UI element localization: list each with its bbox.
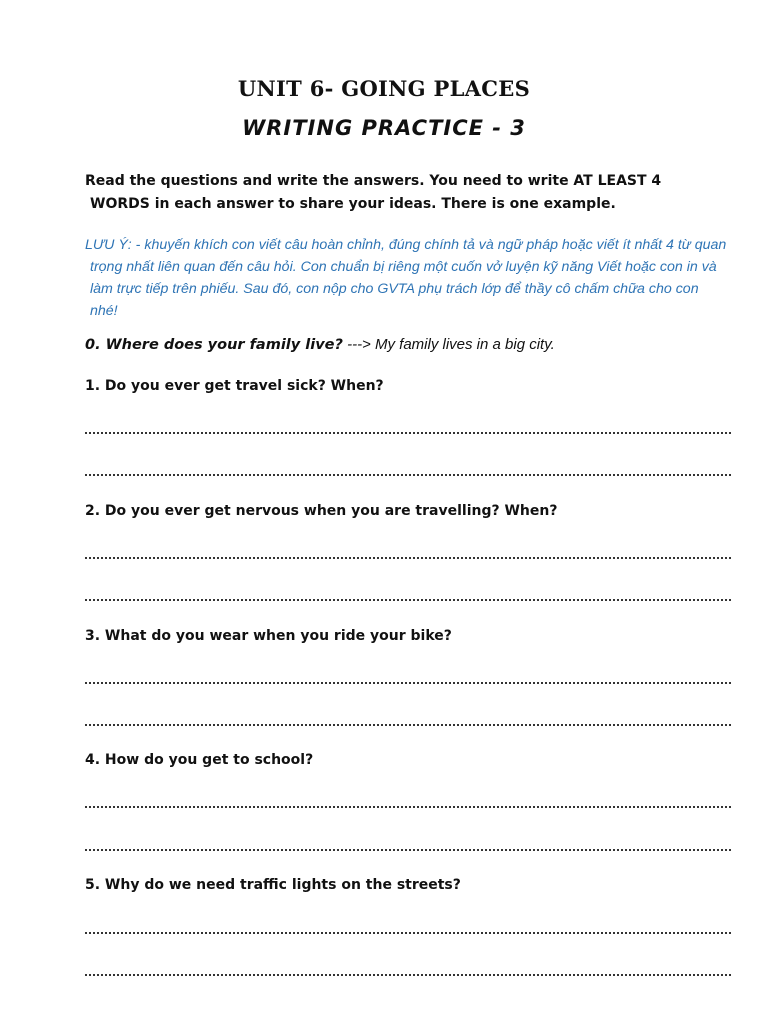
answer-line-3b[interactable] — [85, 722, 731, 726]
page-title: UNIT 6- GOING PLACES — [237, 76, 531, 101]
question-3: 3. What do you wear when you ride your bike? — [85, 628, 452, 644]
instructions-line-2: WORDS in each answer to share your ideas. There is one example. — [90, 196, 616, 212]
example-answer: ---> My family lives in a big city. — [342, 336, 555, 353]
answer-line-1a[interactable] — [85, 430, 731, 434]
answer-line-2b[interactable] — [85, 597, 731, 601]
question-4: 4. How do you get to school? — [85, 752, 314, 768]
answer-line-4a[interactable] — [85, 804, 731, 808]
question-1: 1. Do you ever get travel sick? When? — [85, 378, 384, 394]
teacher-note — [85, 234, 740, 322]
answer-line-5b[interactable] — [85, 972, 731, 976]
answer-line-3a[interactable] — [85, 680, 731, 684]
note-line-3: làm trực tiếp trên phiếu. Sau đó, con nộp cho GVTA phụ trách lớp để thầy cô chấm chữa cho con — [90, 281, 699, 297]
page-subtitle: WRITING PRACTICE - 3 — [242, 116, 526, 140]
example-item — [85, 336, 555, 353]
note-line-1: LƯU Ý: - khuyến khích con viết câu hoàn chỉnh, đúng chính tả và ngữ pháp hoặc viết ít nhất 4 từ quan — [85, 237, 727, 253]
question-2: 2. Do you ever get nervous when you are travelling? When? — [85, 503, 558, 519]
note-line-4: nhé! — [90, 303, 118, 319]
question-5: 5. Why do we need traffic lights on the streets? — [85, 877, 461, 893]
instructions-line-1: Read the questions and write the answers. You need to write AT LEAST 4 — [85, 173, 662, 189]
answer-line-2a[interactable] — [85, 555, 731, 559]
answer-line-4b[interactable] — [85, 847, 731, 851]
instructions — [85, 170, 725, 216]
answer-line-1b[interactable] — [85, 472, 731, 476]
note-line-2: trọng nhất liên quan đến câu hỏi. Con chuẩn bị riêng một cuốn vở luyện kỹ năng Viết hoặc con in và — [90, 259, 717, 275]
answer-line-5a[interactable] — [85, 930, 731, 934]
example-question: 0. Where does your family live? — [85, 337, 343, 353]
